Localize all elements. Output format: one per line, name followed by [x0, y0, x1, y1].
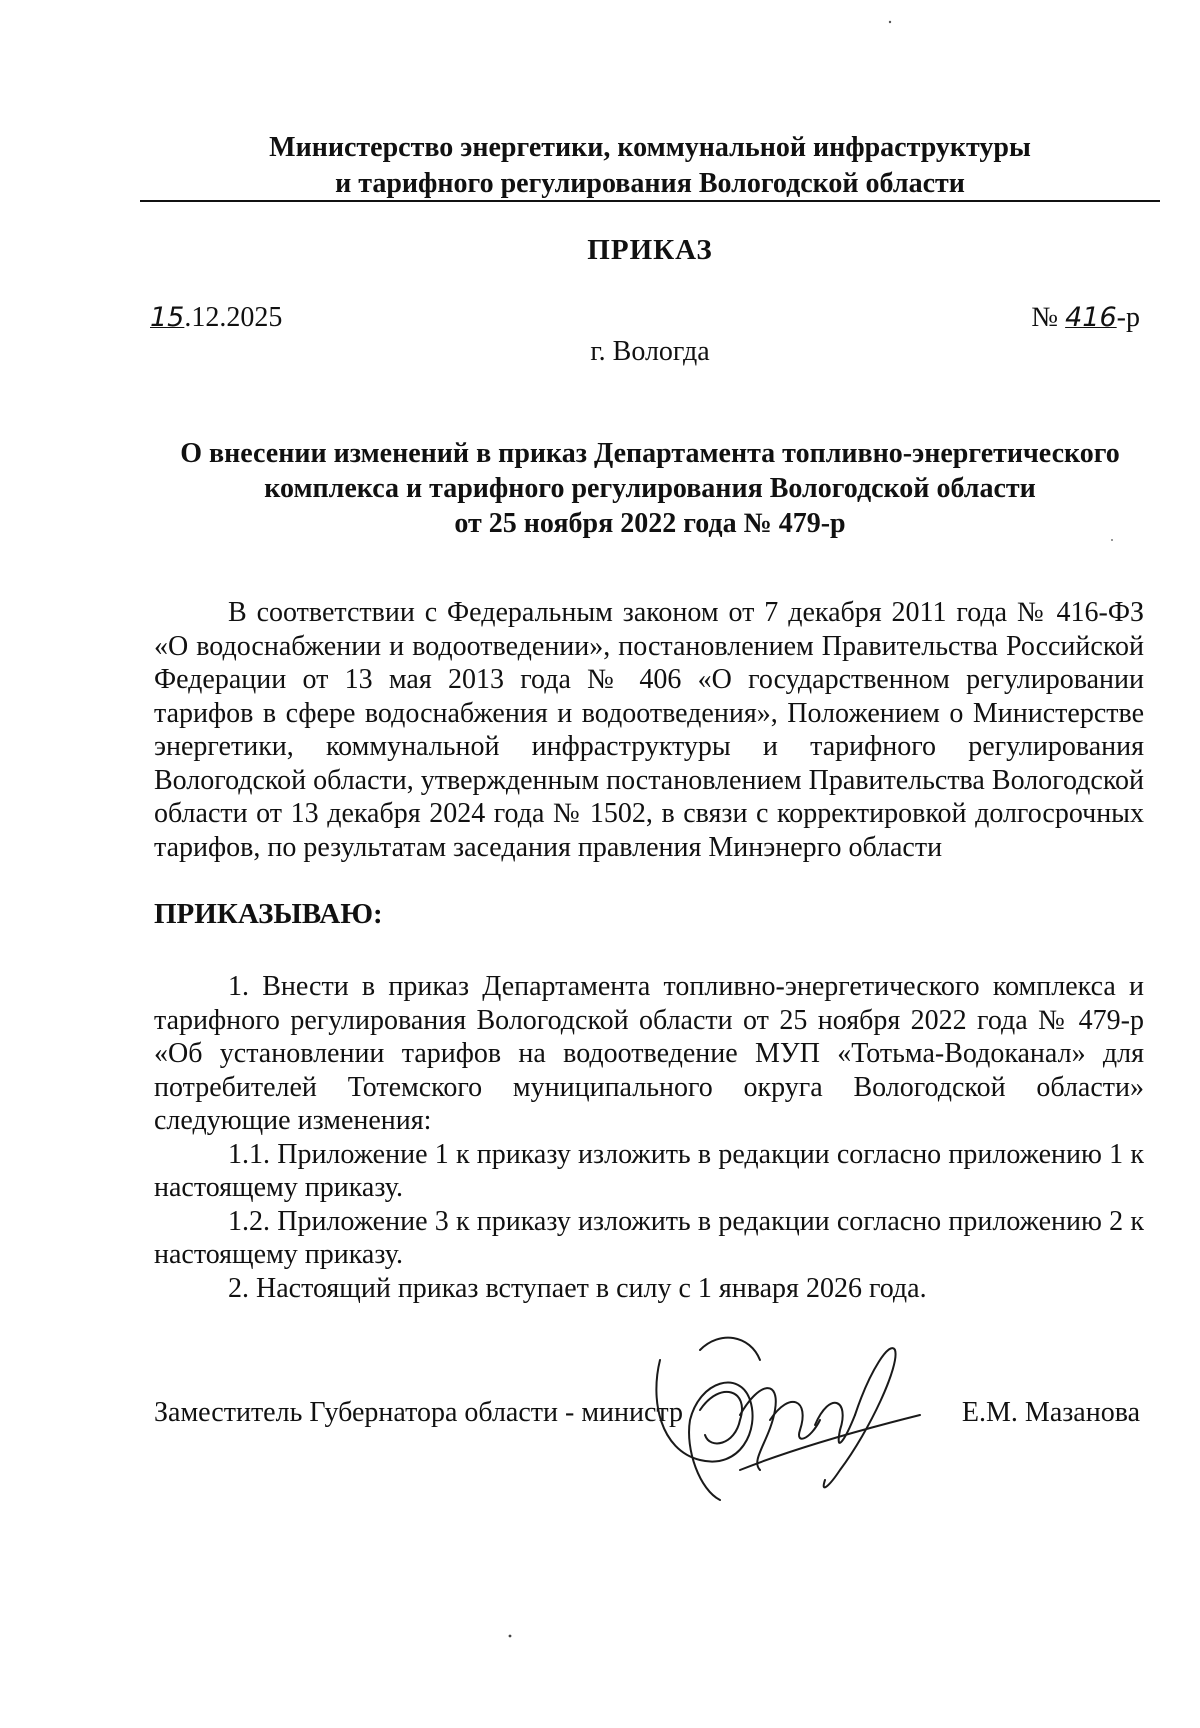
number-sign: №: [1031, 302, 1059, 333]
signatory-name: Е.М. Мазанова: [961, 1397, 1140, 1428]
number-value-handwritten: 416: [1065, 302, 1117, 333]
order-item: 1.1. Приложение 1 к приказу изложить в редакции согласно приложению 1 к настоящему приказу.: [154, 1138, 1144, 1203]
date-day-handwritten: 15: [150, 302, 185, 333]
ministry-header: [140, 130, 1160, 202]
order-item: 1. Внести в приказ Департамента топливно-энергетического комплекса и тарифного регулирования Вологодской области от 25 ноября 2022 года № 479-р «Об установлении тарифов на водоотведение МУП «Тотьма-Водоканал» для потребителей Тотемского муниципального округа Вологодской области» следующие изменения:: [154, 971, 1144, 1136]
date-month-year: .12.2025: [184, 302, 283, 333]
handwritten-signature: [640, 1320, 940, 1520]
subject-line-3: от 25 ноября 2022 года № 479-р: [454, 508, 846, 539]
order-item: 1.2. Приложение 3 к приказу изложить в редакции согласно приложению 2 к настоящему приказу.: [154, 1205, 1144, 1270]
document-date: [150, 302, 282, 334]
document-subject: [140, 436, 1160, 541]
ministry-header-line-1: Министерство энергетики, коммунальной инфраструктуры: [269, 132, 1031, 163]
ministry-header-line-2: и тарифного регулирования Вологодской области: [335, 168, 965, 199]
order-item: 2. Настоящий приказ вступает в силу с 1 января 2026 года.: [228, 1272, 927, 1304]
document-city: г. Вологда: [590, 336, 710, 367]
document-number: [1031, 302, 1140, 334]
subject-line-2: комплекса и тарифного регулирования Вологодской области: [264, 473, 1036, 504]
order-items: [154, 970, 1144, 1305]
order-keyword: ПРИКАЗЫВАЮ:: [154, 898, 383, 930]
document-title: ПРИКАЗ: [587, 234, 713, 266]
signatory-position: Заместитель Губернатора области - министр: [154, 1397, 683, 1428]
preamble-paragraph: В соответствии с Федеральным законом от 7 декабря 2011 года № 416-ФЗ «О водоснабжении и водоотведении», постановлением Правительства Российской Федерации от 13 мая 2013 года № 406 «О государственном регулировании тарифов в сфере водоснабжения и водоотведения», Положением о Министерстве энергетики, коммунальной инфраструктуры и тарифного регулирования Вологодской области, утвержденным постановлением Правительства Вологодской области от 13 декабря 2024 года № 1502, в связи с корректировкой долгосрочных тарифов, по результатам заседания правления Минэнерго области: [154, 597, 1144, 863]
header-divider: [140, 200, 1160, 202]
number-suffix: -р: [1116, 302, 1140, 333]
subject-line-1: О внесении изменений в приказ Департамента топливно-энергетического: [180, 438, 1120, 469]
